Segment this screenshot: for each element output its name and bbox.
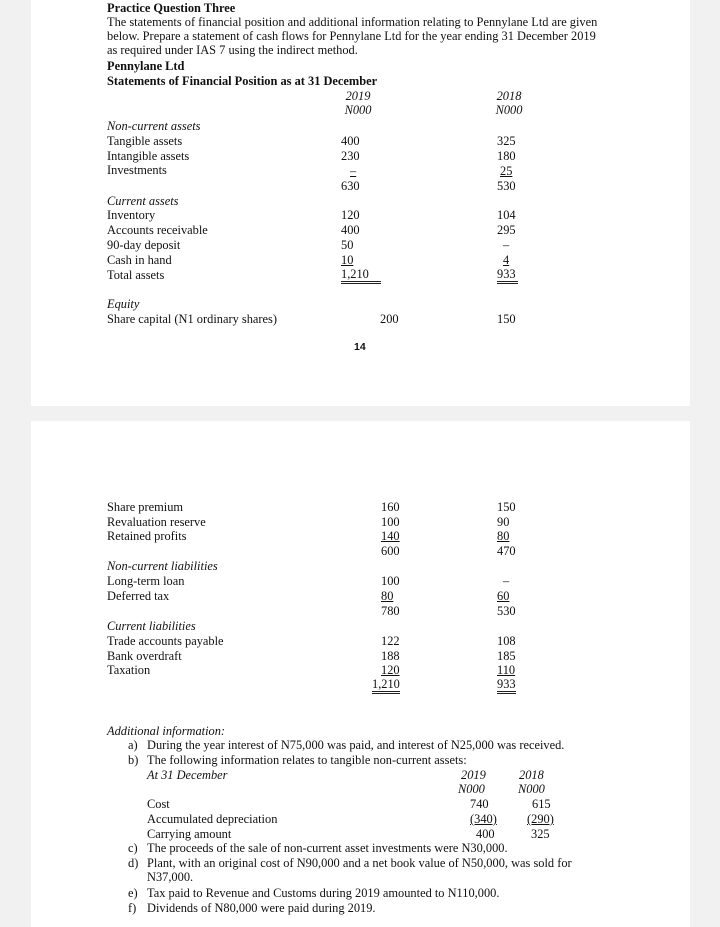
row-label-accounts-receivable: Accounts receivable — [107, 223, 208, 237]
value-2019: 10 — [341, 253, 354, 267]
value-2018: 4 — [503, 253, 510, 267]
value-2018: 60 — [497, 589, 510, 603]
section-heading-non-current-liabilities: Non-current liabilities — [107, 559, 218, 573]
tna-value-2019: (340) — [470, 812, 497, 826]
value-2019: – — [350, 164, 357, 178]
value-2018: 180 — [497, 149, 516, 163]
row-label-cash-in-hand: Cash in hand — [107, 253, 172, 267]
equity-total-2018: 470 — [497, 544, 516, 558]
item-marker-b: b) — [128, 753, 139, 767]
question-paragraph: The statements of financial position and additional information relating to Pennylane Ltd are given below. Prepare a statement of cash flows for Pennylane Ltd for the year ending 31 December 2019 as required under IAS 7 using the indirect method. — [107, 15, 598, 57]
row-label-taxation: Taxation — [107, 663, 151, 677]
subtotal-2019: 630 — [341, 179, 360, 193]
row-label-investments: Investments — [107, 163, 167, 177]
value-2018: 25 — [500, 164, 513, 178]
tna-unit-2018: N000 — [518, 782, 545, 796]
value-2018: 108 — [497, 634, 516, 648]
tna-row-label-cost: Cost — [147, 797, 170, 811]
row-label-long-term-loan: Long-term loan — [107, 574, 185, 588]
row-label-deferred-tax: Deferred tax — [107, 589, 170, 603]
company-name: Pennylane Ltd — [107, 59, 185, 73]
tna-row-label-carrying-amount: Carrying amount — [147, 827, 232, 841]
total-assets-2018: 933 — [497, 267, 518, 284]
item-text-c: The proceeds of the sale of non-current asset investments were N30,000. — [147, 841, 508, 855]
tna-value-2019: 740 — [470, 797, 489, 811]
tna-value-2018: 615 — [532, 797, 551, 811]
tna-unit-2019: N000 — [458, 782, 485, 796]
subtotal-2018: 530 — [497, 604, 516, 618]
document-page-1 — [31, 0, 690, 406]
value-2019: 120 — [381, 663, 400, 677]
row-label-90-day-deposit: 90-day deposit — [107, 238, 181, 252]
row-label-retained-profits: Retained profits — [107, 529, 187, 543]
value-2018: 90 — [497, 515, 510, 529]
section-heading-current-liabilities: Current liabilities — [107, 619, 196, 633]
value-2019: 230 — [341, 149, 360, 163]
tna-col-2019: 2019 — [461, 768, 486, 782]
value-2019: 160 — [381, 500, 400, 514]
row-label-share-capital: Share capital (N1 ordinary shares) — [107, 312, 277, 326]
value-2019: 200 — [380, 312, 399, 326]
total-assets-2019: 1,210 — [341, 267, 381, 284]
item-marker-c: c) — [128, 841, 138, 855]
section-heading-equity: Equity — [107, 297, 140, 311]
value-2019: 400 — [341, 223, 360, 237]
row-label-inventory: Inventory — [107, 208, 156, 222]
row-label-trade-accounts-payable: Trade accounts payable — [107, 634, 224, 648]
value-2019: 122 — [381, 634, 400, 648]
row-label-intangible-assets: Intangible assets — [107, 149, 190, 163]
value-2019: 100 — [381, 515, 400, 529]
subtotal-2019: 780 — [381, 604, 400, 618]
total-liabilities-equity-2019: 1,210 — [372, 677, 400, 694]
item-text-b: The following information relates to tangible non-current assets: — [147, 753, 467, 767]
value-2019: 188 — [381, 649, 400, 663]
row-label-bank-overdraft: Bank overdraft — [107, 649, 182, 663]
col-header-2018: 2018 — [496, 89, 522, 103]
document-page-2 — [31, 421, 690, 927]
value-2018: 185 — [497, 649, 516, 663]
subtotal-2018: 530 — [497, 179, 516, 193]
col-unit-2019: N000 — [344, 103, 372, 117]
tna-row-label-accumulated-depreciation: Accumulated depreciation — [147, 812, 278, 826]
section-heading-non-current-assets: Non-current assets — [107, 119, 201, 133]
value-2018: 80 — [497, 529, 510, 543]
item-marker-f: f) — [128, 901, 137, 915]
value-2019: 140 — [381, 529, 400, 543]
item-marker-d: d) — [128, 856, 139, 870]
total-liabilities-equity-2018: 933 — [497, 677, 516, 694]
value-2018: 104 — [497, 208, 516, 222]
value-2018: 295 — [497, 223, 516, 237]
page-number: 14 — [354, 341, 366, 353]
tna-value-2018: (290) — [527, 812, 554, 826]
value-2019: 50 — [341, 238, 354, 252]
item-text-f: Dividends of N80,000 were paid during 2019. — [147, 901, 376, 915]
statement-title: Statements of Financial Position as at 31 December — [107, 74, 378, 88]
tna-table-heading: At 31 December — [147, 768, 228, 782]
value-2019: 120 — [341, 208, 360, 222]
value-2019: 400 — [341, 134, 360, 148]
row-label-total-assets: Total assets — [107, 268, 165, 282]
value-2018: 150 — [497, 312, 516, 326]
value-2018: – — [503, 238, 510, 252]
item-text-a: During the year interest of N75,000 was paid, and interest of N25,000 was received. — [147, 738, 565, 752]
item-text-e: Tax paid to Revenue and Customs during 2019 amounted to N110,000. — [147, 886, 500, 900]
value-2019: 100 — [381, 574, 400, 588]
equity-total-2019: 600 — [381, 544, 400, 558]
tna-col-2018: 2018 — [519, 768, 544, 782]
additional-info-heading: Additional information: — [107, 724, 226, 738]
col-header-2019: 2019 — [345, 89, 371, 103]
col-unit-2018: N000 — [495, 103, 523, 117]
row-label-revaluation-reserve: Revaluation reserve — [107, 515, 206, 529]
value-2018: 110 — [497, 663, 516, 677]
value-2019: 80 — [381, 589, 394, 603]
row-label-share-premium: Share premium — [107, 500, 184, 514]
question-heading: Practice Question Three — [107, 1, 236, 15]
section-heading-current-assets: Current assets — [107, 194, 179, 208]
item-marker-a: a) — [128, 738, 138, 752]
item-marker-e: e) — [128, 886, 138, 900]
value-2018: 325 — [497, 134, 516, 148]
value-2018: 150 — [497, 500, 516, 514]
tna-value-2018: 325 — [531, 827, 550, 841]
item-text-d: Plant, with an original cost of N90,000 and a net book value of N50,000, was sold for N37,000. — [147, 856, 572, 884]
value-2018: – — [503, 574, 510, 588]
row-label-tangible-assets: Tangible assets — [107, 134, 183, 148]
tna-value-2019: 400 — [476, 827, 495, 841]
